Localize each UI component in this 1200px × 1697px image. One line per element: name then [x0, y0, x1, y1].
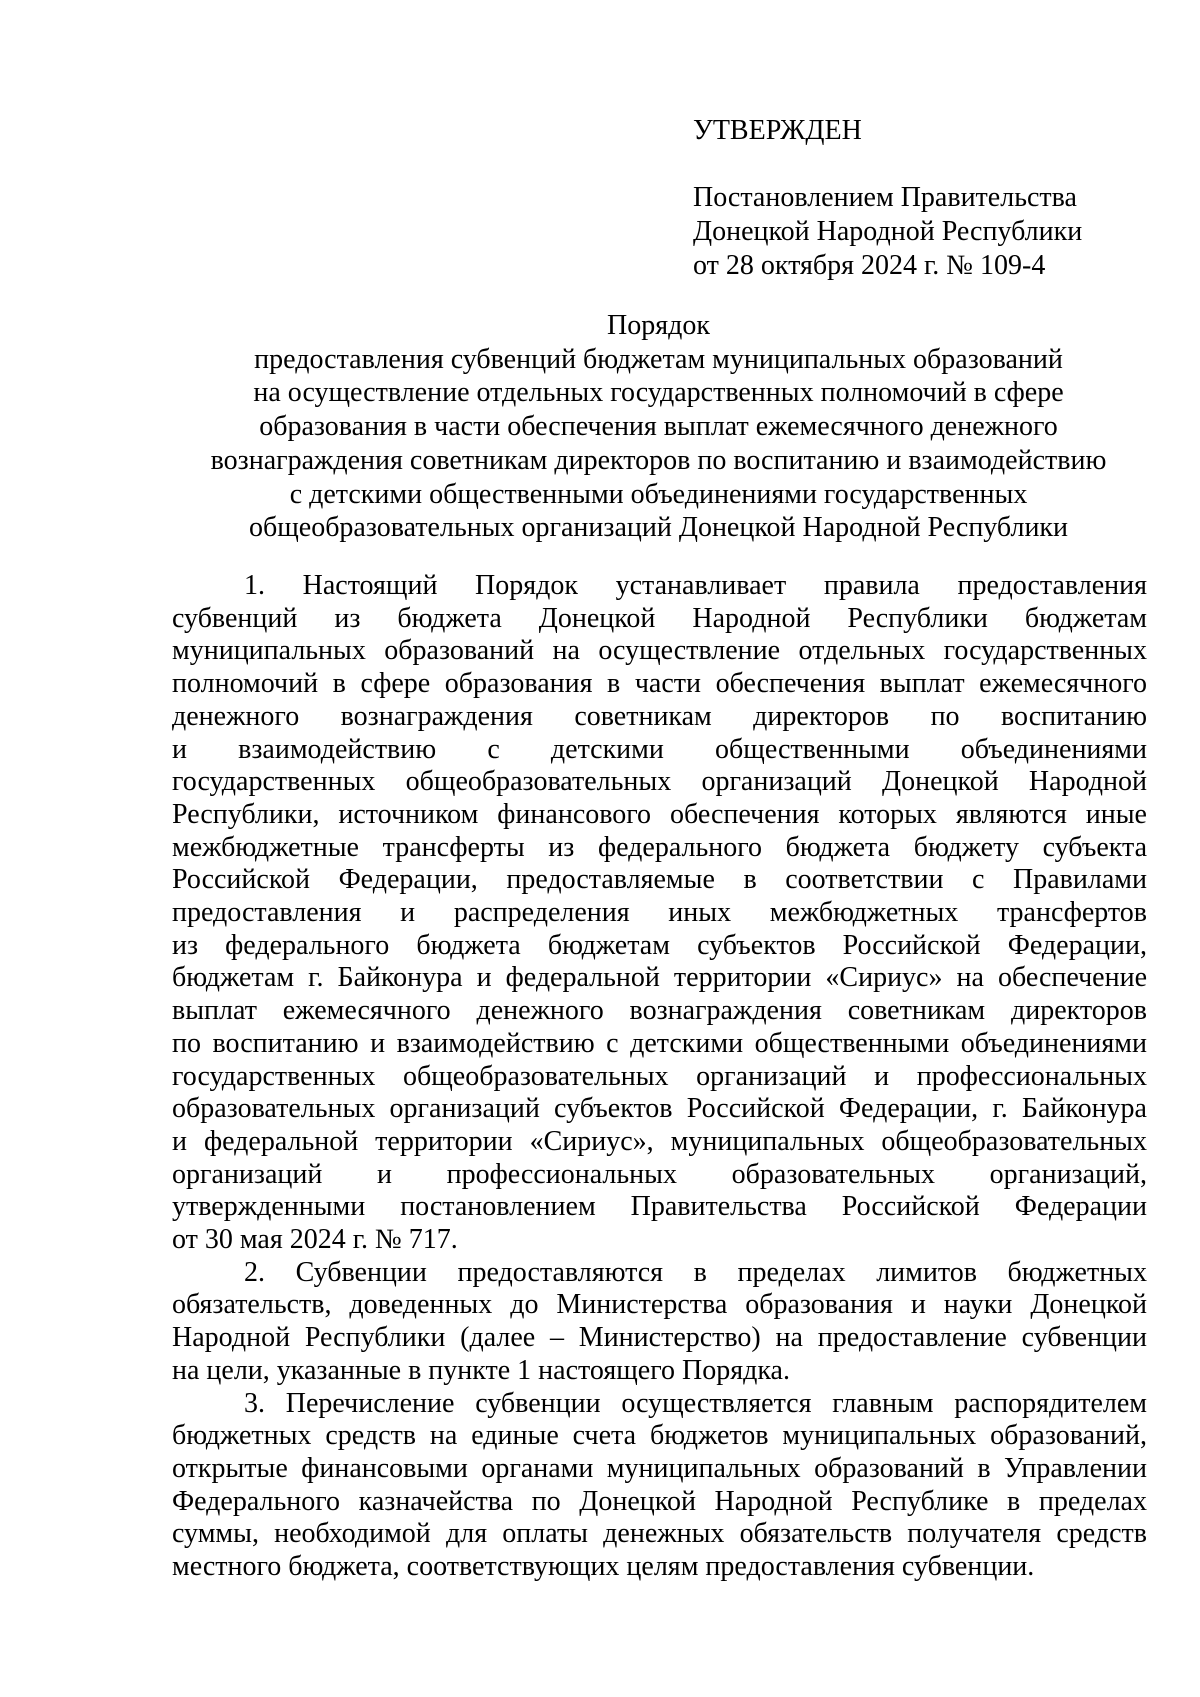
body-line: 2. Субвенции предоставляются в пределах лимитов бюджетных [244, 1256, 1147, 1288]
body-line: и взаимодействию с детскими общественными объединениями [172, 733, 1147, 765]
approval-line-2: Донецкой Народной Республики [693, 216, 1083, 247]
approval-stamp-block [693, 114, 1082, 283]
body-line: государственных общеобразовательных организаций Донецкой Народной [172, 766, 1147, 798]
body-line: Федерального казначейства по Донецкой Народной Республике в пределах [172, 1485, 1147, 1517]
body-line: бюджетам г. Байконура и федеральной территории «Сириус» на обеспечение [172, 962, 1147, 994]
paragraph-1 [172, 570, 1147, 1257]
body-line: субвенций из бюджета Донецкой Народной Республики бюджетам [172, 602, 1147, 634]
title-line: общеобразовательных организаций Донецкой Народной Республики [248, 512, 1069, 544]
title-line: образования в части обеспечения выплат ежемесячного денежного [259, 411, 1058, 443]
body-line: открытые финансовыми органами муниципальных образований в Управлении [172, 1452, 1147, 1484]
body-line: суммы, необходимой для оплаты денежных обязательств получателя средств [172, 1518, 1147, 1550]
body-line: муниципальных образований на осуществление отдельных государственных [172, 635, 1147, 667]
title-line: вознаграждения советникам директоров по воспитанию и взаимодействию [210, 444, 1107, 476]
paragraph-3 [172, 1388, 1147, 1584]
body-line: из федерального бюджета бюджетам субъектов Российской Федерации, [172, 929, 1147, 961]
body-line: 3. Перечисление субвенции осуществляется главным распорядителем [244, 1387, 1147, 1419]
approval-line-3: от 28 октября 2024 г. № 109-4 [693, 250, 1046, 281]
body-line: выплат ежемесячного денежного вознаграждения советникам директоров [172, 995, 1147, 1027]
body-line: организаций и профессиональных образовательных организаций, [172, 1158, 1147, 1190]
body-line: Республики, источником финансового обеспечения которых являются иные [172, 798, 1147, 830]
title-line: с детскими общественными объединениями государственных [289, 478, 1028, 510]
body-line: 1. Настоящий Порядок устанавливает правила предоставления [244, 570, 1147, 601]
body-line: государственных общеобразовательных организаций и профессиональных [172, 1060, 1147, 1092]
body-line: по воспитанию и взаимодействию с детскими общественными объединениями [172, 1027, 1147, 1059]
body-line: образовательных организаций субъектов Российской Федерации, г. Байконура [172, 1093, 1147, 1125]
approved-label: УТВЕРЖДЕН [693, 115, 862, 146]
body-line: местного бюджета, соответствующих целям предоставления субвенции. [172, 1551, 1035, 1583]
body-line: полномочий в сфере образования в части обеспечения выплат ежемесячного [172, 668, 1147, 700]
body-line: денежного вознаграждения советникам директоров по воспитанию [172, 700, 1147, 732]
body-line: утвержденными постановлением Правительства Российской Федерации [172, 1191, 1147, 1223]
body-line: предоставления и распределения иных межбюджетных трансфертов [172, 897, 1147, 929]
approval-line-1: Постановлением Правительства [693, 182, 1077, 213]
body-line: и федеральной территории «Сириус», муниципальных общеобразовательных [172, 1125, 1147, 1157]
title-line: на осуществление отдельных государственных полномочий в сфере [253, 377, 1064, 409]
document-body [172, 570, 1147, 1584]
body-line: от 30 мая 2024 г. № 717. [172, 1224, 458, 1256]
body-line: Народной Республики (далее – Министерство) на предоставление субвенции [172, 1322, 1147, 1354]
title-heading: Порядок [607, 310, 710, 341]
body-line: бюджетных средств на единые счета бюджетов муниципальных образований, [172, 1420, 1147, 1452]
title-line: предоставления субвенций бюджетам муниципальных образований [254, 343, 1063, 375]
body-line: обязательств, доведенных до Министерства образования и науки Донецкой [172, 1289, 1147, 1321]
body-line: на цели, указанные в пункте 1 настоящего Порядка. [172, 1354, 790, 1386]
body-line: межбюджетные трансферты из федерального бюджета бюджету субъекта [172, 831, 1147, 863]
document-title [170, 309, 1147, 545]
body-line: Российской Федерации, предоставляемые в соответствии с Правилами [172, 864, 1147, 896]
paragraph-2 [172, 1257, 1147, 1388]
